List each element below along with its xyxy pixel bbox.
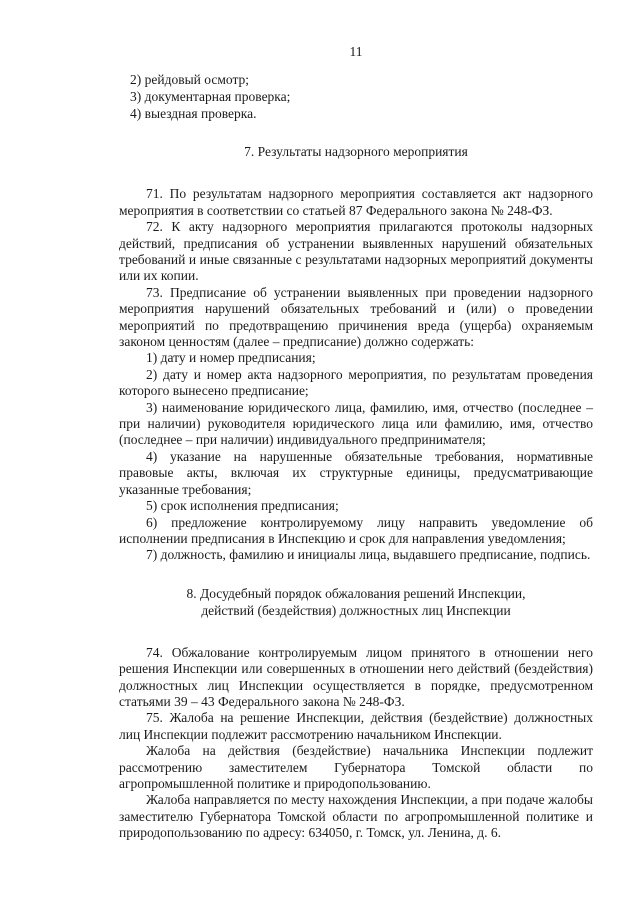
page-number: 11 bbox=[349, 44, 363, 59]
prescription-item: 5) срок исполнения предписания; bbox=[146, 498, 339, 514]
paragraph-75: 75. Жалоба на решение Инспекции, действия (бездействие) должностных лиц Инспекции подлежит рассмотрению начальником Инспекции. bbox=[119, 710, 593, 742]
prescription-item: 6) предложение контролируемому лицу направить уведомление об исполнении предписания в Инспекцию и срок для направления уведомления; bbox=[119, 514, 593, 546]
prescription-item: 3) наименование юридического лица, фамилию, имя, отчество (последнее – при наличии) руководителя юридического лица или фамилию, имя, отчество (последнее – при наличии) индивидуального предпринимателя; bbox=[119, 399, 593, 448]
paragraph-75-address: Жалоба направляется по месту нахождения Инспекции, а при подаче жалобы заместителю Губернатора Томской области по агропромышленной политике и природопользованию по адресу: 634050, г. Томск, ул. Ленина, д. 6. bbox=[119, 792, 593, 841]
prescription-item: 4) указание на нарушенные обязательные требования, нормативные правовые акты, включая их структурные единицы, предусматривающие указанные требования; bbox=[119, 448, 593, 497]
section-7-heading: 7. Результаты надзорного мероприятия bbox=[244, 144, 468, 160]
paragraph-74: 74. Обжалование контролируемым лицом принятого в отношении него решения Инспекции или совершенных в отношении него действий (бездействия) должностных лиц Инспекции осуществляется в порядке, предусмотренном статьями 39 – 43 Федерального закона № 248-ФЗ. bbox=[119, 644, 593, 709]
prescription-item: 1) дату и номер предписания; bbox=[146, 350, 316, 366]
list-item: 3) документарная проверка; bbox=[130, 88, 291, 104]
paragraph-72: 72. К акту надзорного мероприятия прилагаются протоколы надзорных действий, предписания об устранении выявленных нарушений обязательных требований и иные связанные с результатами надзорных мероприятий документы или их копии. bbox=[119, 219, 593, 284]
prescription-item: 2) дату и номер акта надзорного мероприятия, по результатам проведения которого вынесено предписание; bbox=[119, 366, 593, 399]
paragraph-71: 71. По результатам надзорного мероприятия составляется акт надзорного мероприятия в соответствии со статьей 87 Федерального закона № 248-ФЗ. bbox=[119, 186, 593, 218]
section-8-heading-line-1: 8. Досудебный порядок обжалования решений Инспекции, bbox=[186, 585, 526, 601]
list-item: 2) рейдовый осмотр; bbox=[130, 72, 250, 87]
list-item: 4) выездная проверка. bbox=[130, 105, 257, 121]
section-8-heading-line-2: действий (бездействия) должностных лиц Инспекции bbox=[201, 602, 511, 618]
paragraph-73: 73. Предписание об устранении выявленных при проведении надзорного мероприятия нарушений обязательных требований и (или) о проведении мероприятий по предотвращению причинения вреда (ущерба) охраняемым законом ценностям (далее – предписание) должно содержать: bbox=[119, 284, 593, 350]
paragraph-75-head-complaint: Жалоба на действия (бездействие) начальника Инспекции подлежит рассмотрению заместителем Губернатора Томской области по агропромышленной политике и природопользованию. bbox=[119, 743, 593, 791]
inspection-types-list bbox=[119, 72, 593, 122]
prescription-item: 7) должность, фамилию и инициалы лица, выдавшего предписание, подпись. bbox=[146, 547, 591, 563]
